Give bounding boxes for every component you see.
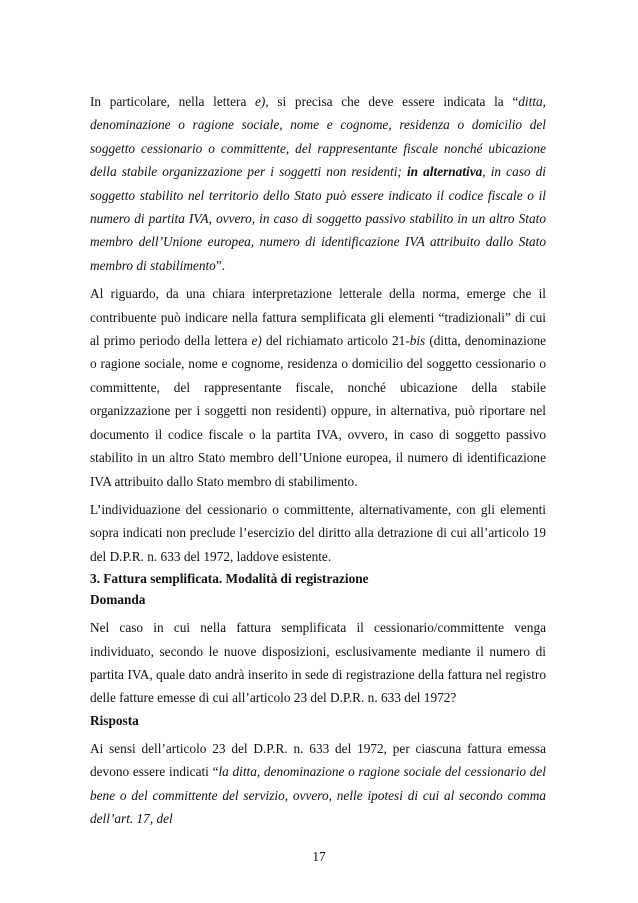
- quoted-norm-italic: ditta, denominazione o ragione sociale, nome e cognome, residenza o domicilio del soggetto cessionario o committente, del rappresentante fiscale nonché ubicazione della stabile organizzazione per i soggetti non residenti;: [90, 94, 546, 180]
- text-run: Al riguardo, da una chiara interpretazione letterale della norma, emerge che il contribuente può indicare nella fattura semplificata gli elementi “tradizionali” di cui al primo periodo della lettera: [90, 286, 546, 349]
- question-text: Nel caso in cui nella fattura semplificata il cessionario/committente venga individuato, secondo le nuove disposizioni, esclusivamente mediante il numero di partita IVA, quale dato andrà inserito in sede di registrazione della fattura nel registro delle fatture emesse di cui all’articolo 23 del D.P.R. n. 633 del 1972?: [90, 620, 546, 706]
- paragraph-individuazione: L’individuazione del cessionario o committente, alternativamente, con gli elementi sopra indicati non preclude l’esercizio del diritto alla detrazione di cui all’articolo 19 del D.P.R. n. 633 del 1972, laddove esistente.: [90, 501, 546, 564]
- answer-label: Risposta: [90, 712, 139, 728]
- quoted-norm-italic: , in caso di soggetto stabilito nel territorio dello Stato può essere indicato il codice fiscale o il numero di partita IVA, ovvero, in caso di soggetto passivo stabilito in un altro Stato membro dell’Unione europea, numero di identificazione IVA attribuito dallo Stato membro di stabilimento: [90, 164, 547, 273]
- answer-text: [90, 737, 546, 831]
- text-run: (ditta, denominazione o ragione sociale, nome e cognome, residenza o domicilio del soggetto cessionario o committente, del rappresentante fiscale, nonché ubicazione della stabile organizzazione per i soggetti non residenti) oppure, in alternativa, può riportare nel documento il codice fiscale o la partita IVA, ovvero, in caso di soggetto passivo stabilito in un altro Stato membro dell’Unione europea, il numero di identificazione IVA attribuito dallo Stato membro di stabilimento.: [90, 333, 547, 489]
- text-run: , si precisa che deve essere indicata la “: [265, 94, 519, 109]
- italic-run: bis: [409, 333, 426, 349]
- page-body: [90, 90, 546, 830]
- text-run: In particolare, nella lettera: [90, 94, 256, 109]
- question-label: Domanda: [90, 592, 146, 608]
- italic-run: e): [251, 333, 262, 349]
- section-heading: 3. Fattura semplificata. Modalità di registrazione: [90, 571, 369, 587]
- bold-italic-emphasis: in alternativa: [406, 164, 483, 180]
- text-run: Ai sensi dell’articolo 23 del D.P.R. n. 633 del 1972, per ciascuna fattura emessa devono essere indicati “: [90, 740, 546, 780]
- paragraph-lettera-e: [90, 90, 546, 277]
- paragraph-al-riguardo: [90, 282, 546, 493]
- italic-run: e): [255, 94, 266, 109]
- page-number: 17: [312, 849, 326, 864]
- text-run: del richiamato articolo 21-: [261, 333, 410, 349]
- text-run: ”.: [215, 257, 226, 273]
- quoted-norm-italic: la ditta, denominazione o ragione sociale del cessionario del bene o del committente del servizio, ovvero, nelle ipotesi di cui al secondo comma dell’art. 17, del: [90, 764, 546, 826]
